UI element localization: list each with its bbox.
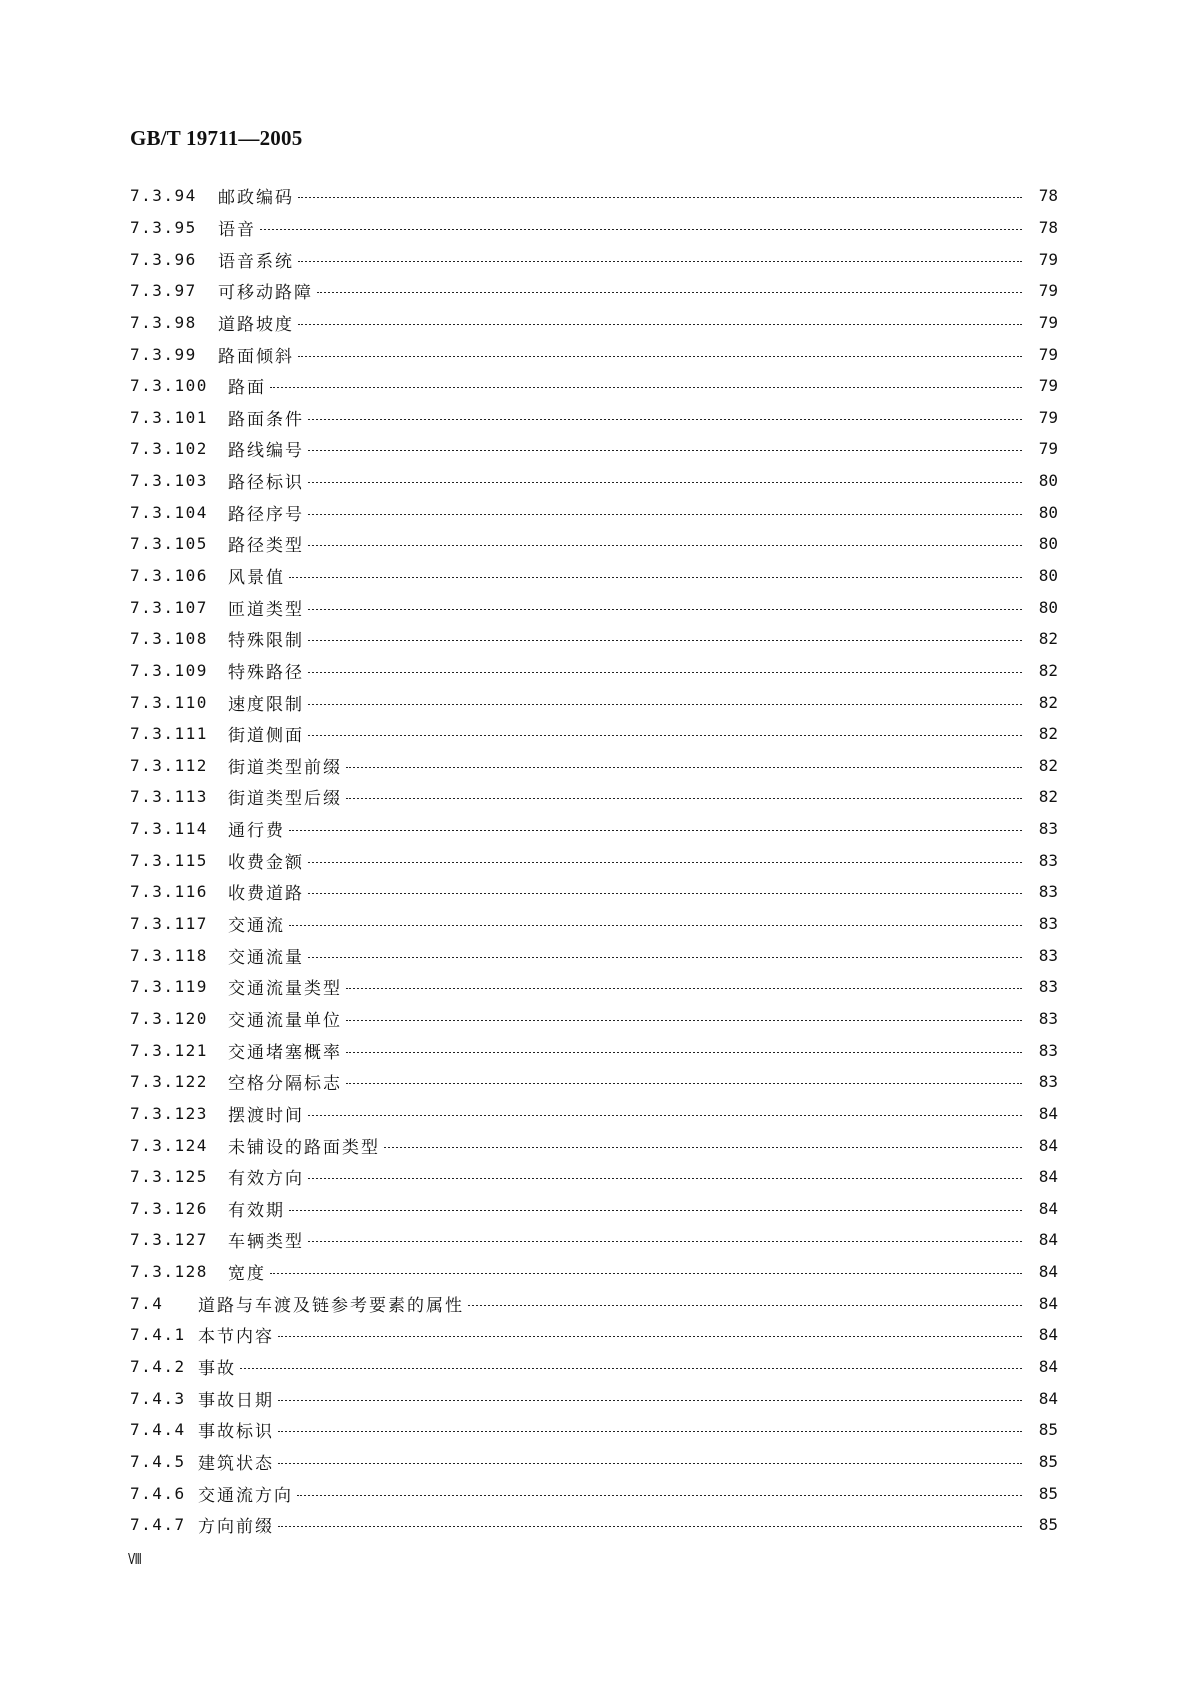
toc-entry-page: 84	[1038, 1103, 1058, 1123]
toc-entry-page: 80	[1038, 534, 1058, 554]
toc-entry-number: 7.3.110	[130, 692, 208, 712]
toc-entry-title: 路径序号	[228, 504, 304, 525]
toc-dot-leader	[308, 735, 1022, 736]
toc-dot-leader	[260, 229, 1022, 230]
toc-entry[interactable]	[130, 655, 1058, 687]
toc-entry-number: 7.4.3	[130, 1388, 186, 1408]
toc-dot-leader	[308, 640, 1022, 641]
toc-entry-number: 7.4.4	[130, 1420, 186, 1440]
toc-entry-number: 7.3.125	[130, 1167, 208, 1187]
toc-dot-leader	[270, 1273, 1022, 1274]
toc-entry-title: 邮政编码	[218, 188, 294, 209]
toc-entry-page: 84	[1038, 1262, 1058, 1282]
toc-entry-page: 79	[1038, 312, 1058, 332]
toc-entry[interactable]	[130, 1193, 1058, 1225]
toc-entry-title: 路面倾斜	[218, 346, 294, 367]
table-of-contents	[130, 180, 1058, 1541]
toc-dot-leader	[308, 482, 1022, 483]
toc-entry[interactable]	[130, 939, 1058, 971]
toc-dot-leader	[297, 1495, 1022, 1496]
toc-entry[interactable]	[130, 1382, 1058, 1414]
toc-dot-leader	[298, 261, 1022, 262]
toc-entry-title: 语音系统	[218, 251, 294, 272]
toc-dot-leader	[289, 1210, 1022, 1211]
toc-entry-title: 匝道类型	[228, 599, 304, 620]
toc-entry-title: 建筑状态	[198, 1453, 274, 1474]
toc-entry-title: 宽度	[228, 1264, 266, 1285]
toc-entry[interactable]	[130, 750, 1058, 782]
toc-entry-number: 7.3.96	[130, 249, 197, 269]
toc-entry-title: 本节内容	[198, 1327, 274, 1348]
toc-entry[interactable]	[130, 591, 1058, 623]
toc-entry-title: 方向前缀	[198, 1517, 274, 1538]
toc-dot-leader	[308, 672, 1022, 673]
toc-entry-title: 街道类型前缀	[228, 757, 342, 778]
toc-entry-page: 83	[1038, 977, 1058, 997]
toc-entry-page: 84	[1038, 1167, 1058, 1187]
toc-dot-leader	[308, 450, 1022, 451]
toc-entry-number: 7.3.105	[130, 534, 208, 554]
toc-entry-title: 特殊限制	[228, 631, 304, 652]
toc-entry-page: 85	[1038, 1420, 1058, 1440]
toc-entry-title: 交通堵塞概率	[228, 1042, 342, 1063]
toc-entry-number: 7.4.1	[130, 1325, 186, 1345]
toc-entry-page: 83	[1038, 1040, 1058, 1060]
toc-entry-title: 语音	[218, 219, 256, 240]
toc-entry-page: 78	[1038, 186, 1058, 206]
toc-entry-number: 7.3.108	[130, 629, 208, 649]
toc-entry-number: 7.3.111	[130, 724, 208, 744]
toc-entry[interactable]	[130, 1351, 1058, 1383]
toc-dot-leader	[289, 830, 1022, 831]
toc-entry-title: 道路坡度	[218, 314, 294, 335]
toc-dot-leader	[308, 862, 1022, 863]
toc-dot-leader	[240, 1368, 1022, 1369]
toc-entry-title: 未铺设的路面类型	[228, 1137, 380, 1158]
toc-entry-title: 空格分隔标志	[228, 1074, 342, 1095]
toc-dot-leader	[298, 356, 1022, 357]
toc-dot-leader	[278, 1463, 1022, 1464]
toc-entry-page: 84	[1038, 1325, 1058, 1345]
toc-entry[interactable]	[130, 1477, 1058, 1509]
toc-entry-title: 交通流量类型	[228, 979, 342, 1000]
toc-entry-number: 7.3.117	[130, 914, 208, 934]
toc-entry[interactable]	[130, 813, 1058, 845]
toc-entry-number: 7.3.114	[130, 819, 208, 839]
toc-entry-number: 7.3.119	[130, 977, 208, 997]
toc-dot-leader	[270, 387, 1022, 388]
toc-dot-leader	[308, 514, 1022, 515]
toc-entry-title: 事故标识	[198, 1422, 274, 1443]
toc-entry-number: 7.3.112	[130, 755, 208, 775]
toc-entry[interactable]	[130, 686, 1058, 718]
toc-entry[interactable]	[130, 971, 1058, 1003]
toc-dot-leader	[278, 1431, 1022, 1432]
toc-entry-number: 7.3.99	[130, 344, 197, 364]
toc-entry[interactable]	[130, 528, 1058, 560]
toc-entry-title: 事故	[198, 1359, 236, 1380]
toc-entry-number: 7.4.7	[130, 1515, 186, 1535]
toc-entry-number: 7.3.113	[130, 787, 208, 807]
toc-entry[interactable]	[130, 307, 1058, 339]
toc-entry-page: 80	[1038, 471, 1058, 491]
toc-entry[interactable]	[130, 1066, 1058, 1098]
toc-dot-leader	[308, 1115, 1022, 1116]
toc-entry-page: 82	[1038, 692, 1058, 712]
toc-dot-leader	[308, 1178, 1022, 1179]
toc-entry-number: 7.3.95	[130, 217, 197, 237]
toc-entry-number: 7.4.2	[130, 1357, 186, 1377]
toc-entry-title: 路面条件	[228, 409, 304, 430]
toc-entry-page: 85	[1038, 1451, 1058, 1471]
toc-entry-title: 速度限制	[228, 694, 304, 715]
toc-dot-leader	[346, 1052, 1022, 1053]
toc-entry-number: 7.3.98	[130, 312, 197, 332]
toc-entry[interactable]	[130, 718, 1058, 750]
toc-entry[interactable]	[130, 338, 1058, 370]
toc-entry-number: 7.3.94	[130, 186, 197, 206]
toc-entry-number: 7.3.104	[130, 502, 208, 522]
toc-dot-leader	[278, 1526, 1022, 1527]
toc-entry-number: 7.3.97	[130, 281, 197, 301]
toc-entry-title: 路线编号	[228, 441, 304, 462]
toc-entry[interactable]	[130, 465, 1058, 497]
toc-entry[interactable]	[130, 623, 1058, 655]
toc-entry-number: 7.4.5	[130, 1451, 186, 1471]
toc-entry-number: 7.4.6	[130, 1483, 186, 1503]
toc-dot-leader	[289, 925, 1022, 926]
toc-entry[interactable]	[130, 781, 1058, 813]
toc-entry-title: 交通流方向	[198, 1485, 293, 1506]
toc-entry-page: 84	[1038, 1135, 1058, 1155]
toc-entry-page: 79	[1038, 344, 1058, 364]
toc-entry-page: 85	[1038, 1483, 1058, 1503]
toc-entry[interactable]	[130, 560, 1058, 592]
toc-entry-page: 84	[1038, 1230, 1058, 1250]
toc-entry[interactable]	[130, 243, 1058, 275]
toc-entry[interactable]	[130, 370, 1058, 402]
toc-dot-leader	[308, 545, 1022, 546]
toc-entry-page: 83	[1038, 945, 1058, 965]
toc-dot-leader	[384, 1147, 1022, 1148]
toc-entry-page: 79	[1038, 407, 1058, 427]
toc-entry[interactable]	[130, 844, 1058, 876]
toc-entry-number: 7.3.122	[130, 1072, 208, 1092]
toc-dot-leader	[308, 893, 1022, 894]
toc-entry-page: 83	[1038, 850, 1058, 870]
toc-entry-number: 7.3.124	[130, 1135, 208, 1155]
toc-entry[interactable]	[130, 180, 1058, 212]
toc-dot-leader	[468, 1305, 1022, 1306]
toc-dot-leader	[346, 798, 1022, 799]
toc-dot-leader	[346, 1020, 1022, 1021]
toc-entry-page: 83	[1038, 1072, 1058, 1092]
toc-dot-leader	[317, 292, 1022, 293]
toc-dot-leader	[298, 197, 1022, 198]
toc-entry[interactable]	[130, 1446, 1058, 1478]
toc-entry-title: 事故日期	[198, 1390, 274, 1411]
toc-entry-title: 交通流量单位	[228, 1010, 342, 1031]
toc-entry-title: 摆渡时间	[228, 1105, 304, 1126]
toc-entry-number: 7.3.128	[130, 1262, 208, 1282]
toc-dot-leader	[298, 324, 1022, 325]
toc-entry-number: 7.3.116	[130, 882, 208, 902]
toc-dot-leader	[289, 577, 1022, 578]
toc-entry[interactable]	[130, 908, 1058, 940]
toc-entry-page: 84	[1038, 1388, 1058, 1408]
toc-dot-leader	[278, 1400, 1022, 1401]
toc-entry[interactable]	[130, 1224, 1058, 1256]
toc-entry[interactable]	[130, 433, 1058, 465]
toc-entry[interactable]	[130, 1287, 1058, 1319]
toc-dot-leader	[346, 1083, 1022, 1084]
toc-entry-number: 7.3.121	[130, 1040, 208, 1060]
toc-entry-title: 有效方向	[228, 1169, 304, 1190]
toc-entry[interactable]	[130, 1129, 1058, 1161]
toc-entry-number: 7.3.102	[130, 439, 208, 459]
toc-entry-title: 路径类型	[228, 536, 304, 557]
standard-code-header: GB/T 19711—2005	[130, 126, 303, 150]
toc-entry-page: 82	[1038, 724, 1058, 744]
toc-entry[interactable]	[130, 212, 1058, 244]
toc-entry-number: 7.3.127	[130, 1230, 208, 1250]
toc-entry-page: 84	[1038, 1357, 1058, 1377]
toc-entry[interactable]	[130, 1414, 1058, 1446]
toc-entry[interactable]	[130, 1003, 1058, 1035]
toc-entry-page: 83	[1038, 819, 1058, 839]
toc-entry[interactable]	[130, 496, 1058, 528]
toc-entry[interactable]	[130, 401, 1058, 433]
toc-entry-page: 79	[1038, 439, 1058, 459]
toc-entry-title: 路径标识	[228, 473, 304, 494]
toc-entry-number: 7.3.107	[130, 597, 208, 617]
toc-entry[interactable]	[130, 1256, 1058, 1288]
toc-dot-leader	[346, 988, 1022, 989]
toc-entry-number: 7.3.118	[130, 945, 208, 965]
toc-entry[interactable]	[130, 1509, 1058, 1541]
toc-entry-page: 82	[1038, 660, 1058, 680]
toc-dot-leader	[308, 609, 1022, 610]
toc-entry[interactable]	[130, 1098, 1058, 1130]
page-number: Ⅷ	[128, 1552, 142, 1568]
toc-entry-page: 80	[1038, 597, 1058, 617]
toc-entry-title: 街道侧面	[228, 726, 304, 747]
toc-dot-leader	[308, 1241, 1022, 1242]
toc-entry-page: 82	[1038, 787, 1058, 807]
toc-entry-page: 80	[1038, 502, 1058, 522]
toc-entry-number: 7.3.101	[130, 407, 208, 427]
toc-dot-leader	[308, 704, 1022, 705]
toc-entry-title: 有效期	[228, 1200, 285, 1221]
toc-entry[interactable]	[130, 1161, 1058, 1193]
toc-entry-number: 7.3.120	[130, 1008, 208, 1028]
toc-entry-page: 84	[1038, 1198, 1058, 1218]
toc-entry-page: 79	[1038, 249, 1058, 269]
toc-entry[interactable]	[130, 275, 1058, 307]
toc-entry-page: 83	[1038, 1008, 1058, 1028]
toc-entry-page: 79	[1038, 281, 1058, 301]
toc-entry-number: 7.3.115	[130, 850, 208, 870]
toc-entry-title: 特殊路径	[228, 662, 304, 683]
toc-entry-page: 79	[1038, 376, 1058, 396]
toc-entry[interactable]	[130, 876, 1058, 908]
toc-entry-title: 收费金额	[228, 852, 304, 873]
toc-entry-title: 街道类型后缀	[228, 789, 342, 810]
toc-entry-title: 道路与车渡及链参考要素的属性	[198, 1295, 464, 1316]
toc-entry-page: 82	[1038, 755, 1058, 775]
toc-entry-title: 交通流量	[228, 947, 304, 968]
toc-entry-page: 82	[1038, 629, 1058, 649]
toc-entry-number: 7.3.109	[130, 660, 208, 680]
toc-entry-number: 7.3.123	[130, 1103, 208, 1123]
toc-entry-title: 收费道路	[228, 884, 304, 905]
toc-entry-number: 7.3.106	[130, 566, 208, 585]
toc-entry-page: 84	[1038, 1293, 1058, 1313]
toc-entry[interactable]	[130, 1034, 1058, 1066]
toc-dot-leader	[278, 1336, 1022, 1337]
toc-entry-number: 7.3.126	[130, 1198, 208, 1218]
toc-entry-title: 风景值	[228, 568, 285, 588]
toc-dot-leader	[308, 957, 1022, 958]
toc-entry[interactable]	[130, 1319, 1058, 1351]
toc-entry-number: 7.3.100	[130, 376, 208, 396]
toc-entry-title: 路面	[228, 378, 266, 399]
toc-entry-number: 7.3.103	[130, 471, 208, 491]
toc-entry-number: 7.4	[130, 1293, 164, 1313]
toc-entry-page: 83	[1038, 914, 1058, 934]
toc-entry-title: 交通流	[228, 916, 285, 937]
toc-entry-title: 可移动路障	[218, 283, 313, 304]
toc-dot-leader	[346, 767, 1022, 768]
toc-entry-title: 通行费	[228, 821, 285, 842]
toc-entry-page: 78	[1038, 217, 1058, 237]
toc-entry-page: 85	[1038, 1515, 1058, 1535]
toc-entry-page: 80	[1038, 566, 1058, 585]
toc-entry-page: 83	[1038, 882, 1058, 902]
toc-dot-leader	[308, 419, 1022, 420]
toc-entry-title: 车辆类型	[228, 1232, 304, 1253]
